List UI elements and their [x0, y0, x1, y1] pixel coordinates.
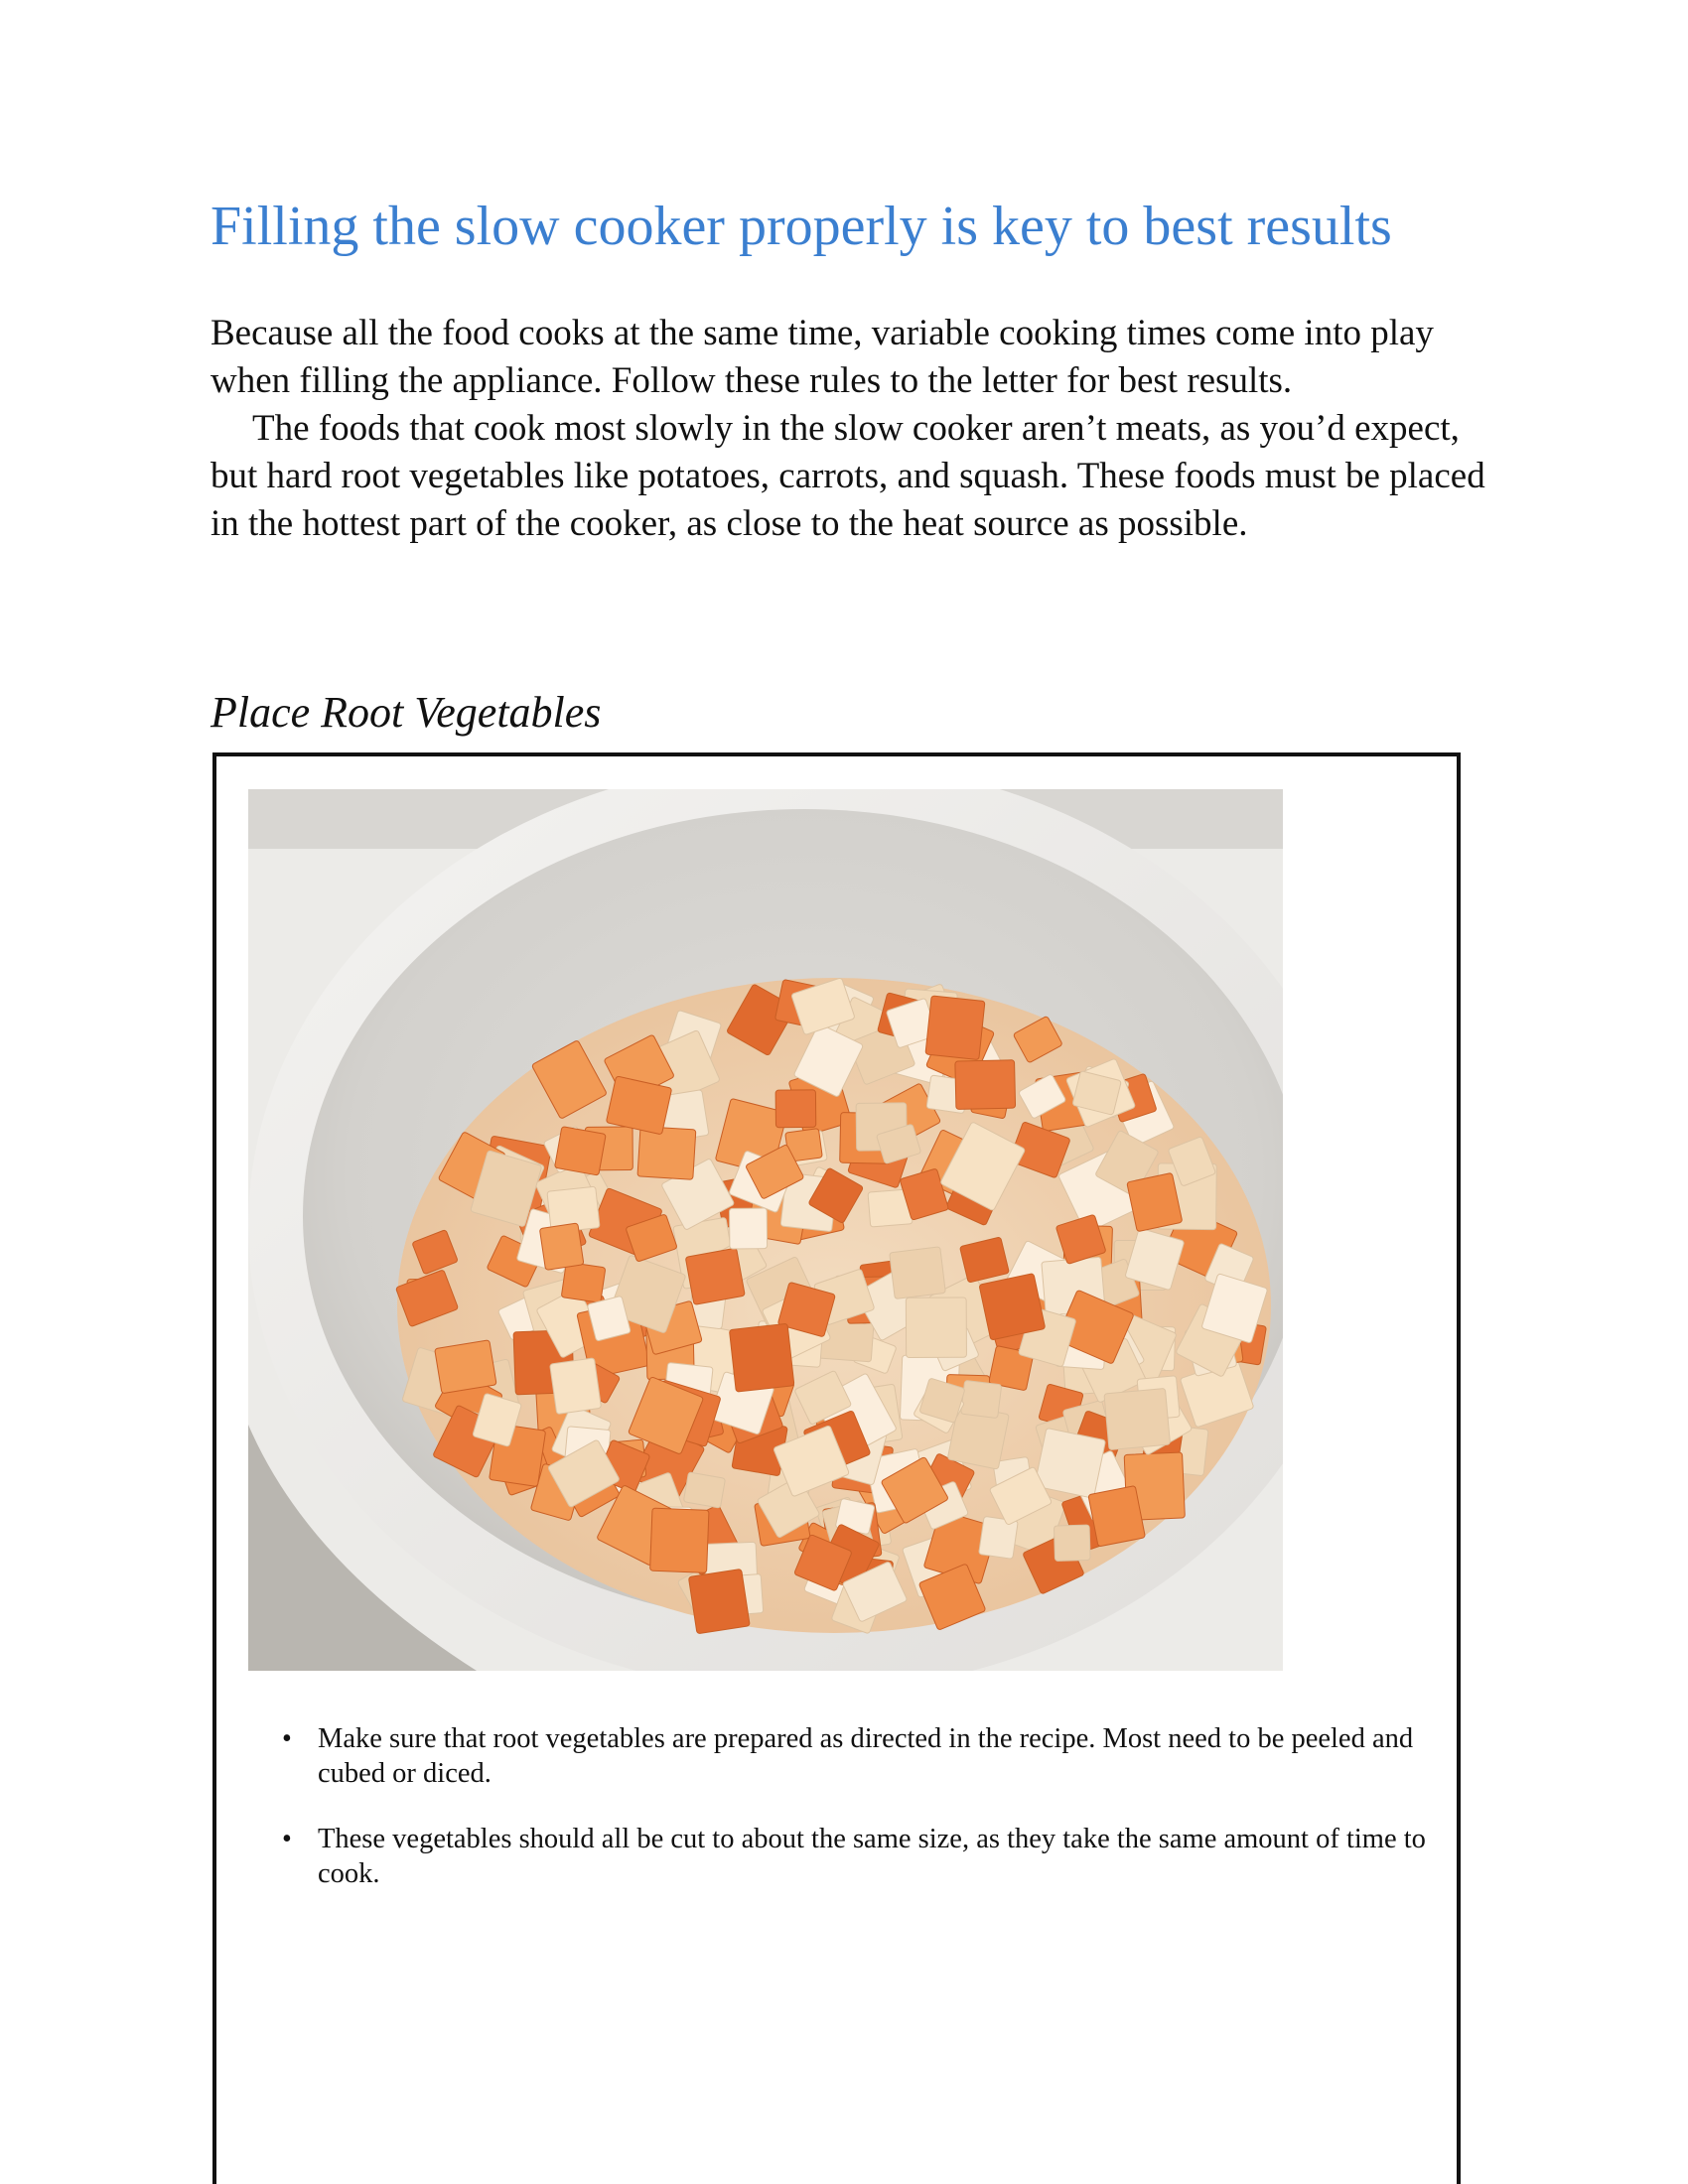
potato-cube	[1035, 1428, 1106, 1498]
potato-cube	[961, 1380, 1002, 1418]
list-item: • These vegetables should all be cut to about the same size, as they take the same amount of time to cook.	[318, 1822, 1440, 1891]
intro-text	[211, 310, 1491, 548]
carrot-cube	[925, 996, 985, 1060]
carrot-cube	[1088, 1486, 1146, 1547]
potato-cube	[730, 1208, 768, 1249]
root-vegetables-photo	[248, 789, 1283, 1671]
carrot-cube	[561, 1262, 606, 1302]
carrot-cube	[637, 1127, 696, 1180]
carrot-cube	[955, 1060, 1016, 1110]
carrot-cube	[685, 1248, 745, 1304]
potato-cube	[1054, 1525, 1090, 1561]
carrot-cube	[729, 1323, 793, 1392]
potato-cube	[890, 1247, 946, 1299]
section-heading: Place Root Vegetables	[211, 688, 602, 737]
carrot-cube	[775, 1090, 816, 1128]
intro-paragraph: The foods that cook most slowly in the slow cooker aren’t meats, as you’d expect, but hard root vegetables like potatoes, carrots, and squash. These foods must be placed in the hottest part of the cooker, as close to the heat source as possible.	[211, 408, 1485, 544]
carrot-cube	[650, 1508, 709, 1572]
potato-cube	[550, 1358, 602, 1415]
list-item: • Make sure that root vegetables are prepared as directed in the recipe. Most need to be peeled and cubed or diced.	[318, 1721, 1440, 1791]
potato-cube	[683, 1472, 725, 1508]
carrot-cube	[688, 1569, 750, 1633]
carrot-cube	[539, 1223, 584, 1270]
tips-list	[318, 1721, 1440, 1922]
carrot-cube	[1127, 1172, 1183, 1231]
carrot-cube	[554, 1127, 606, 1176]
potato-cube	[906, 1297, 966, 1358]
carrot-cube	[435, 1340, 496, 1394]
carrot-cube	[979, 1274, 1046, 1340]
page-title: Filling the slow cooker properly is key to best results	[211, 196, 1392, 257]
potato-cube	[1104, 1388, 1171, 1449]
intro-paragraph: Because all the food cooks at the same time, variable cooking times come into play when filling the appliance. Follow these rules to the letter for best results.	[211, 313, 1434, 401]
